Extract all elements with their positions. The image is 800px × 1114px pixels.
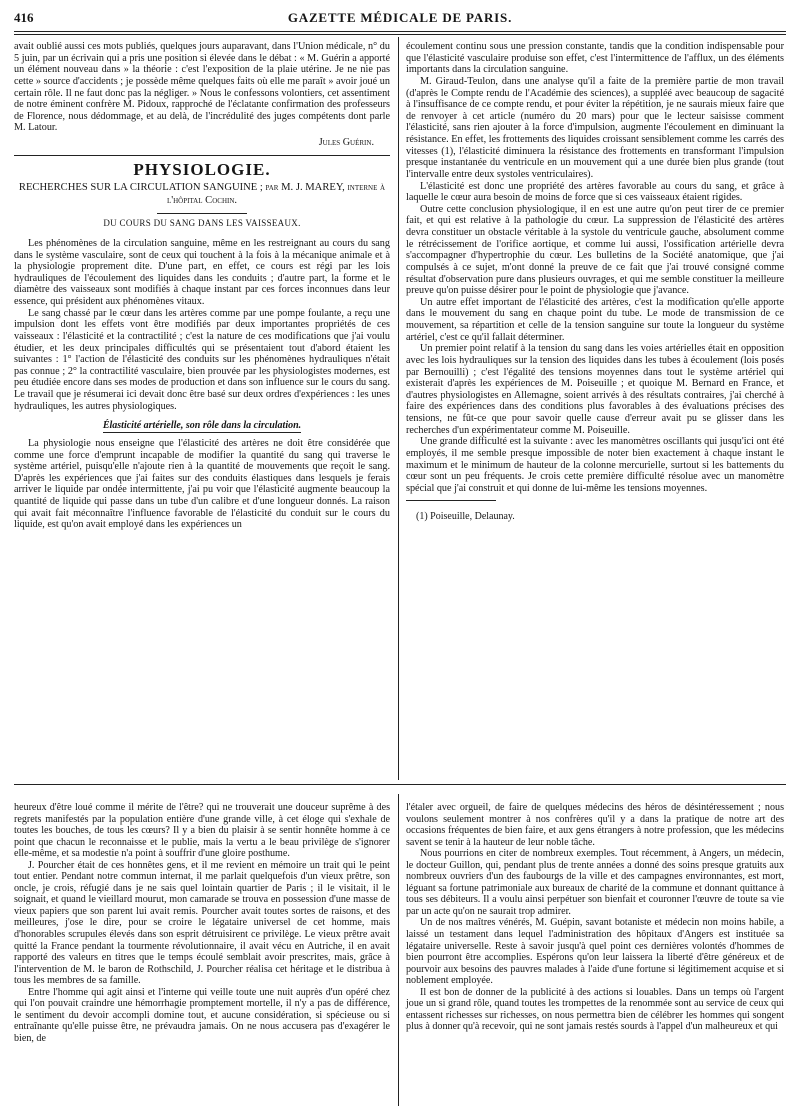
paragraph: écoulement continu sous une pression constante, tandis que la condition indispensable pour que l'élasticité vasculaire produise son effet, c'est l'intermittence de l'afflux, un des éléments importants dans la circulation sanguine. — [406, 41, 784, 76]
lower-right-column — [406, 802, 784, 1033]
column-divider — [398, 794, 399, 1106]
paragraph: Les phénomènes de la circulation sanguine, même en les restreignant au cours du sang dans le système vasculaire, sont de ceux qui touchent à la fois à la mécanique animale et à la physiologie proprement dite. D'une part, en effet, ce cours est régi par les lois hydrauliques de l'écoulement des liquides dans les conduits ; d'autre part, la forme et le diamètre des vaisseaux sont modifiés à chaque instant par ces forces inconnues dans leur essence, qui président aux phénomènes vitaux. — [14, 237, 390, 307]
paragraph: La physiologie nous enseigne que l'élasticité des artères ne doit être considérée que comme une force d'emprunt incapable de modifier la quantité du sang qui traverse le système artériel, puisqu'elle n'ajoute rien à la quantité de mouvements que reçoit le sang. D'après les expériences que j'ai faites sur des conduits élastiques dans lesquels je ferais arriver le liquide par ondée intermittente, j'ai pu voir que l'élasticité augmente beaucoup la quantité de liquide qui passe dans un tube d'un calibre et d'une longueur donnés. La raison qui avait fait méconnaître l'influence favorable de l'élasticité du conduit sur le cours du liquide, est qu'on avait employé dans les expériences un — [14, 437, 390, 531]
journal-title: GAZETTE MÉDICALE DE PARIS. — [287, 10, 513, 25]
upper-left-column — [14, 41, 390, 531]
article-title: RECHERCHES SUR LA CIRCULATION SANGUINE ; par M. J. MAREY, interne à l'hôpital Cochin. — [18, 182, 386, 206]
intro-paragraph: avait oublié aussi ces mots publiés, quelques jours auparavant, dans l'Union médicale, n° du 5 juin, par un écrivain qui a pris une position si élevée dans le débat : « M. Guérin a apporté un élément nouveau dans » la théorie : c'est l'exposition de la plaie utérine. Je ne nie pas cette » source d'accidents ; je possède même quelques faits où elle me paraît » avoir joué un certain rôle. Il ne faut donc pas la négliger. » Nous le confessons volontiers, cet assentiment de notre éminent confrère M. Pidoux, rapproché de l'éclatante confirmation des professeurs de Florence, nous dédommage, et au delà, de l'incrédulité des juges compétents dont parle M. Latour. — [14, 41, 390, 134]
paragraph: Entre l'homme qui agit ainsi et l'interne qui veille toute une nuit auprès d'un opéré chez qui l'on pouvait craindre une hémorrhagie promptement mortelle, il n'y a pas de différence, le sentiment du devoir accompli domine tout, et aucune considération, si spécieuse ou si entraînante qu'elle puisse être, ne prévaudra jamais. On ne nous accusera pas d'exagérer le bien, de — [14, 986, 390, 1044]
paragraph: l'étaler avec orgueil, de faire de quelques médecins des héros de désintéressement ; nous voulons seulement montrer à nos confrères qu'il y a dans la pratique de notre art des occasions fréquentes de bien faire, et aux gens étrangers à notre profession, que les médecins savent se tenir à la hauteur de leur noble tâche. — [406, 802, 784, 848]
italic-heading-text: Élasticité artérielle, son rôle dans la circulation. — [102, 420, 302, 432]
page-header — [14, 10, 786, 28]
section-separator — [14, 155, 390, 156]
paragraph: Un autre effet important de l'élasticité des artères, c'est la modification qu'elle apporte dans le mouvement du sang en chaque point du tube. Le mode de transmission de ce mouvement, sa répartition et celle de la tension sanguine sur toute la longueur du système artériel, c'est ce qu'il fallait déterminer. — [406, 296, 784, 343]
lower-left-column — [14, 802, 390, 1044]
paragraph: Il est bon de donner de la publicité à des actions si louables. Dans un temps où l'argent joue un si grand rôle, quand toutes les trompettes de la renommée sont au service de ceux qui entassent richesses sur richesses, on nous permettra bien de célébrer les hommes qui songent plus à donner qu'à recevoir, qui ne sont jamais restés sourds à l'appel d'un malheureux et qui — [406, 986, 784, 1033]
paragraph: Nous pourrions en citer de nombreux exemples. Tout récemment, à Angers, un médecin, le docteur Guillon, qui, pendant plus de trente années a donné des soins presque gratuits aux nombreux ouvriers d'un des faubourgs de la ville et des campagnes environnantes, est mort, léguant sa fortune patrimoniale aux bureaux de charité de la commune et donnant quittance à tous ses débiteurs. Il a voulu ainsi perpétuer son bienfait et couronner l'œuvre de toute sa vie par un acte qu'on ne saurait trop admirer. — [406, 848, 784, 917]
paragraph: Le sang chassé par le cœur dans les artères comme par une pompe foulante, a reçu une impulsion dont les effets vont être modifiés par deux importantes propriétés de ces vaisseaux : l'élasticité et la contractilité ; c'est la nature de ces modifications que j'ai voulu étudier, et les deux principales difficultés qui se présentaient tout d'abord étaient les suivantes : 1° l'action de l'élasticité des conduits sur les phénomènes hydrauliques n'était pas connue ; 2° la contractilité vasculaire, bien prouvée par les physiologistes modernes, est peu étudiée encore dans ses modes de production et dans son influence sur le cours du sang. Le travail que je résumerai ici devait donc être basé sur deux ordres d'expériences : les unes hydrauliques, les autres physiologiques. — [14, 307, 390, 412]
paragraph: Outre cette conclusion physiologique, il en est une autre qu'on peut tirer de ce premier fait, et qui est relative à la pathologie du cœur. La suppression de l'élasticité des artères devra constituer un obstacle véritable à la systole du ventricule gauche, absolument comme le rétrécissement de l'orifice aortique, et comme lui aussi, l'ossification artérielle devra s'accompagner d'hypertrophie du cœur. Les bulletins de la Société anatomique, que j'ai compulsés à ce sujet, m'ont donné la preuve de ce fait que j'ai trouvé consigné comme résultat d'observation pure dans plusieurs ouvrages, et qui me semble constituer la meilleure preuve qu'on puisse désirer pour le point de physiologie que j'avance. — [406, 203, 784, 297]
newspaper-page — [14, 10, 786, 1106]
title-rule — [157, 213, 247, 214]
paragraph: Un de nos maîtres vénérés, M. Guépin, savant botaniste et médecin non moins habile, a laissé un testament dans lequel l'administration des hôpitaux d'Angers est instituée sa légataire universelle. Reste à savoir jusqu'à quel point ces dernières volontés d'hommes de bien pourront être accomplies. Espérons qu'on leur laissera la liberté d'être généreux et de pourvoir aux besoins des pauvres malades à l'aide d'une fortune si légitimement acquise et si noblement employée. — [406, 917, 784, 987]
section-rule — [14, 784, 786, 785]
paragraph: M. Giraud-Teulon, dans une analyse qu'il a faite de la première partie de mon travail (d'après le Compte rendu de l'Académie des sciences), a suppléé avec beaucoup de sagacité à l'insuffisance de ce compte rendu, et pour éviter la répétition, je ne saurais mieux faire que de renvoyer à cet article (numéro du 20 mars) pour que le lecteur saisisse comment l'élasticité, sans rien ajouter à la force d'impulsion, augmente l'écoulement en diminuant la résistance. En effet, les frottements des liquides croissant sensiblement comme les carrés des vitesses (1), l'élasticité diminuera la résistance des frottements en transformant l'impulsion presque instantanée du ventricule en un mouvement qui a une durée bien plus grande (tout l'intervalle entre deux systoles ventriculaires). — [406, 75, 784, 180]
signature: Jules Guérin. — [318, 137, 374, 148]
section-title: PHYSIOLOGIE. — [133, 159, 271, 179]
page-number: 416 — [14, 10, 34, 25]
column-divider — [398, 37, 399, 780]
paragraph: J. Pourcher était de ces honnêtes gens, et il me revient en mémoire un trait qui le peint tout entier. Pendant notre commun internat, il me parlait quelquefois d'un vieux prêtre, son oncle, je crois, réfugié dans je ne sais quel lointain quartier de Paris ; il le visitait, il le soignait, et quand le vieillard mourut, mon camarade se trouva en possession d'une masse de vieux papiers que son parent lui avait remis. Pourcher avait toutes sortes de raisons, et des meilleures, j'ose le dire, pour se croire le légataire universel de cet homme, mais d'honorables scrupules élevés dans son esprit détruisirent ce privilège. Le vieux prêtre avait quitté la France pendant la tourmente révolutionnaire, il avait vécu en Autriche, il en avait rapporté des valeurs en titres que le temps écoulé semblait avoir prescrites, mais, grâce à l'intervention de M. le baron de Rothschild, J. Pourcher réalisa cet héritage et le distribua à tous les membres de sa famille. — [14, 859, 390, 987]
header-rule — [14, 31, 786, 35]
paragraph: Un premier point relatif à la tension du sang dans les voies artérielles était en opposition avec les lois hydrauliques sur la tension des liquides dans les tubes à écoulement (lois posés par Bernouilli) ; c'est l'égalité des tensions moyennes dans tout le système artériel qui existerait d'après les expériences de M. Poiseuille ; et quoique M. Bernard en France, et d'autres physiologistes en Allemagne, soient arrivés à des résultats contraires, j'ai cherché à faire des expériences dans des conditions plus favorables à des évaluations précises des tensions, ne fût-ce que pour savoir quelle cause d'erreur avait pu se glisser dans les recherches d'un expérimentateur comme M. Poiseuille. — [406, 343, 784, 436]
lower-section — [14, 788, 786, 1106]
upper-right-column — [406, 41, 784, 523]
upper-section — [14, 37, 786, 780]
paragraph: L'élasticité est donc une propriété des artères favorable au cours du sang, et grâce à laquelle le cœur aura besoin de moins de force que si ces vaisseaux étaient rigides. — [406, 180, 784, 204]
footnote-rule — [406, 500, 496, 501]
footnote: (1) Poiseuille, Delaunay. — [416, 511, 515, 523]
italic-heading — [14, 420, 390, 432]
paragraph: heureux d'être loué comme il mérite de l'être? qui ne trouverait une douceur suprême à des regrets manifestés par la population entière d'une grande ville, à cet éloge qui s'exhale de toutes les bouches, de tous les cœurs? Il y a bien du plaisir à se sentir honnête homme à ce point que chacun le reconnaisse et le publie, mais la vertu a le beau privilège de s'ignorer elle-même, et sa modestie n'a point à souffrir d'une gloire posthume. — [14, 802, 390, 860]
subheading: DU COURS DU SANG DANS LES VAISSEAUX. — [103, 218, 301, 229]
paragraph: Une grande difficulté est la suivante : avec les manomètres oscillants qui jusqu'ici ont été employés, il me semble presque impossible de noter bien exactement à chaque instant le maximum et le minimum de hauteur de la colonne mercurielle, surtout si les battements du cœur sont un peu fréquents. Je crois cette première difficulté résolue avec un manomètre spécial que j'ai construit et qui donne de lui-même les tensions moyennes. — [406, 436, 784, 494]
